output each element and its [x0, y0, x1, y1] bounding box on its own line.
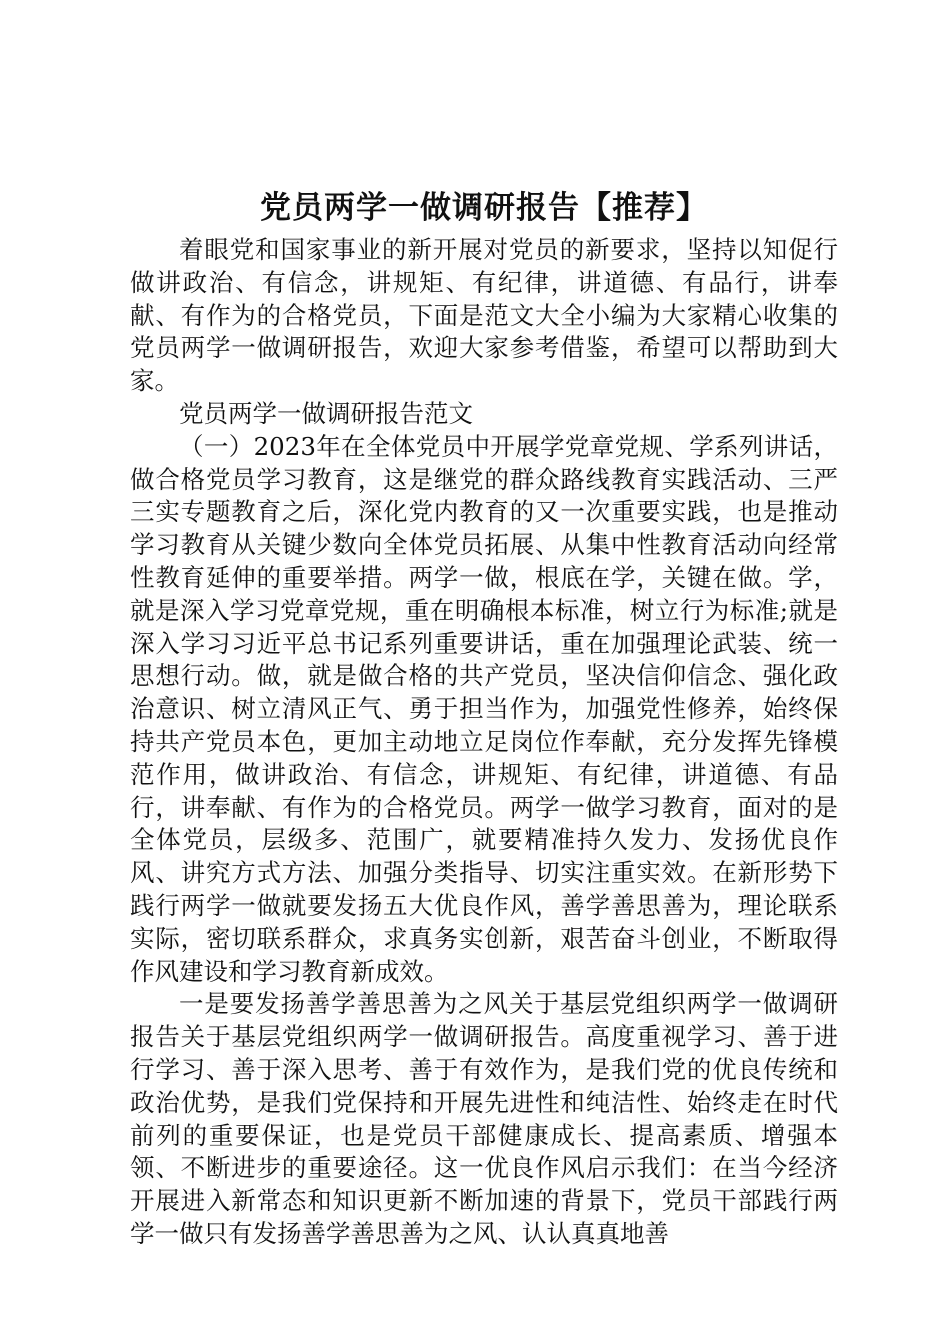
- body-paragraph: （一）2023年在全体党员中开展学党章党规、学系列讲话，做合格党员学习教育，这是继党的群众路线教育实践活动、三严三实专题教育之后，深化党内教育的又一次重要实践，也是推动学习教育从关键少数向全体党员拓展、从集中性教育活动向经常性教育延伸的重要举措。两学一做，根底在学，关键在做。学，就是深入学习党章党规，重在明确根本标准，树立行为标准;就是深入学习习近平总书记系列重要讲话，重在加强理论武装、统一思想行动。做，就是做合格的共产党员，坚决信仰信念、强化政治意识、树立清风正气、勇于担当作为，加强党性修养，始终保持共产党员本色，更加主动地立足岗位作奉献，充分发挥先锋模范作用，做讲政治、有信念，讲规矩、有纪律，讲道德、有品行，讲奉献、有作为的合格党员。两学一做学习教育，面对的是全体党员，层级多、范围广，就要精准持久发力、发扬优良作风、讲究方式方法、加强分类指导、切实注重实效。在新形势下践行两学一做就要发扬五大优良作风，善学善思善为，理论联系实际，密切联系群众，求真务实创新，艰苦奋斗创业，不断取得作风建设和学习教育新成效。: [130, 431, 838, 986]
- section-heading: 党员两学一做调研报告范文: [179, 398, 473, 428]
- intro-paragraph: 着眼党和国家事业的新开展对党员的新要求，坚持以知促行做讲政治、有信念，讲规矩、有纪律，讲道德、有品行，讲奉献、有作为的合格党员，下面是范文大全小编为大家精心收集的党员两学一做调研报告，欢迎大家参考借鉴，希望可以帮助到大家。: [130, 235, 838, 396]
- document-title: 党员两学一做调研报告【推荐】: [260, 190, 708, 226]
- document-body: [130, 186, 838, 1251]
- body-paragraph: 一是要发扬善学善思善为之风关于基层党组织两学一做调研报告关于基层党组织两学一做调研报告。高度重视学习、善于进行学习、善于深入思考、善于有效作为，是我们党的优良传统和政治优势，是我们党保持和开展先进性和纯洁性、始终走在时代前列的重要保证，也是党员干部健康成长、提高素质、增强本领、不断进步的重要途径。这一优良作风启示我们：在当今经济开展进入新常态和知识更新不断加速的背景下，党员干部践行两学一做只有发扬善学善思善为之风、认认真真地善: [130, 989, 838, 1248]
